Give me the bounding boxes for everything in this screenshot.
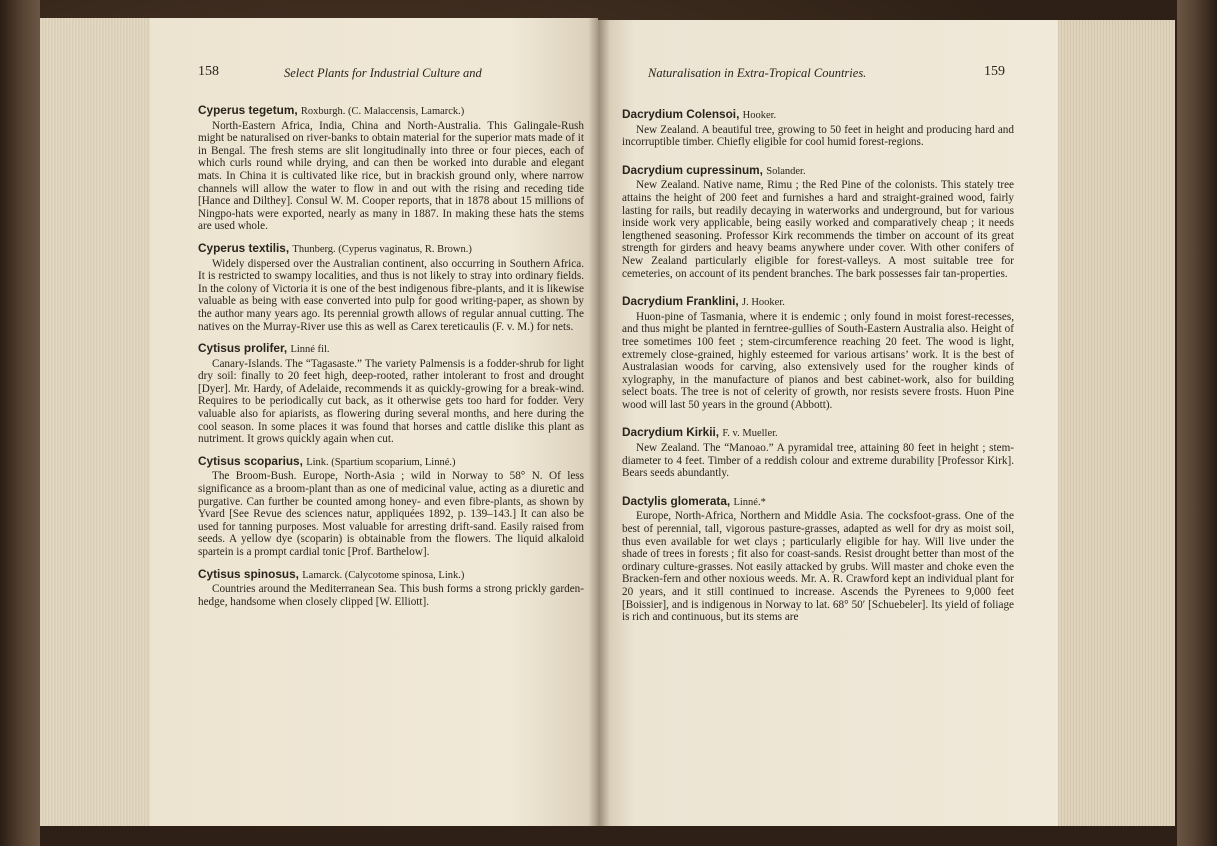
book-cover-right [1177, 0, 1217, 846]
entry-text: Huon-pine of Tasmania, where it is endemic ; only found in moist forest-recesses, and thus might be planted in ferntree-gullies of South-Eastern Australia also. Height of tree sometimes 100 feet ; stem-circumference reaching 20 feet. The wood is light, extremely close-grained, highly esteemed for various artisans’ work. It is the best of Australasian woods for carving, also extensively used for the rougher kinds of xylography, in the manufacture of pianos and best cabinet-work, also for building select boats. The tree is not of celerity of growth, nor resists severe frosts. Huon Pine wood will last 50 years in the ground (Abbott). [622, 310, 1014, 411]
entry [198, 242, 584, 333]
book-gutter [588, 18, 610, 826]
entry-authority: Thunberg. (Cyperus vaginatus, R. Brown.) [292, 243, 472, 255]
entry-authority: Roxburgh. (C. Malaccensis, Lamarck.) [300, 106, 465, 117]
entry-headword: Cytisus prolifer, [198, 341, 288, 356]
entry-authority: Linné fil. [290, 344, 330, 356]
entry-headword: Dacrydium Franklini, [622, 294, 739, 309]
entry-headword: Cytisus spinosus, [198, 566, 299, 581]
entry-authority: Link. (Spartium scoparium, Linné.) [306, 456, 456, 468]
entry-text: Countries around the Mediterranean Sea. This bush forms a strong prickly garden-hedge, handsome when closely clipped [W. Elliott]. [198, 583, 584, 608]
entry-headword: Dacrydium cupressinum, [622, 162, 763, 177]
entry-headword: Cytisus scoparius, [198, 453, 303, 468]
entry [198, 342, 584, 446]
left-page-text [198, 104, 584, 617]
entry [198, 455, 584, 559]
entry [622, 108, 1014, 149]
entry-headword: Cyperus tegetum, [198, 103, 298, 117]
entry-authority: Solander. [766, 165, 806, 177]
entry-authority: Lamarck. (Calycotome spinosa, Link.) [302, 569, 465, 581]
entry [198, 568, 584, 609]
entry-text: Europe, North-Africa, Northern and Middle Asia. The cocksfoot-grass. One of the best of perennial, tall, vigorous pasture-grasses, adapted as well for dry as moist soil, thus even available for wet clays ; particularly eligible for hay. Will live under the shade of trees in forests ; fit also for coast-sands. Resist drought better than most of the ordinary culture-grasses. Not easily attacked by grubs. Will master and choke even the Bracken-fern and other noxious weeds. Mr. A. R. Crawford kept an individual plant for 20 years, and it still continued to increase. Ascends the Pyrenees to 9,000 feet [Boissier], and is indigenous in Norway to lat. 68° 50′ [Schuebeler]. Its yield of foliage is rich and continuous, but its stems are [622, 510, 1014, 624]
entry [622, 495, 1014, 624]
right-page-text [622, 108, 1014, 639]
book-cover-left [0, 0, 40, 846]
left-page-number: 158 [198, 64, 219, 79]
entry-text: The Broom-Bush. Europe, North-Asia ; wild in Norway to 58° N. Of less significance as a broom-plant than as one of medicinal value, acting as a diuretic and purgative. Can further be counted among honey- and even fibre-plants, as shown by Yvard [See Revue des sciences natur, appliquées 1892, p. 139–143.] It can also be used for tanning purposes. Most valuable for arresting drift-sand. Easily raised from seeds. A yellow dye (scoparin) is obtainable from the flowers. The liquid alkaloid spartein is a prompt cardial tonic [Prof. Barthelow]. [198, 470, 584, 558]
entry-authority: Linné.* [733, 496, 766, 508]
entry-authority: F. v. Mueller. [722, 428, 778, 440]
entry [622, 426, 1014, 479]
entry-headword: Dacrydium Kirkii, [622, 425, 720, 440]
right-page-number: 159 [984, 64, 1005, 79]
left-running-head: Select Plants for Industrial Culture and [284, 66, 482, 80]
page-stack-left [40, 18, 150, 826]
entry [198, 104, 584, 233]
entry-text: Canary-Islands. The “Tagasaste.” The variety Palmensis is a fodder-shrub for light dry soil: finally to 20 feet high, deep-rooted, rather intolerant to frost and drought [Dyer]. Mr. Hardy, of Adelaide, recommends it as quickly-growing for a break-wind. Requires to be periodically cut back, as it otherwise gets too hard for fodder. Very valuable also for apiarists, as flowering during several months, and here during the cool season. In some places it was found that horses and cattle dislike this plant as nutriment. It grows quickly again when cut. [198, 357, 584, 446]
right-running-head: Naturalisation in Extra-Tropical Countries. [648, 66, 867, 80]
entry-text: North-Eastern Africa, India, China and North-Australia. This Galingale-Rush might be naturalised on river-banks to obtain material for the superior mats made of it in Bengal. The fresh stems are slit longitudinally into three or four pieces, each of which curls round while drying, and can then be worked into durable and elegant mats. In China it is cultivated like rice, but in brackish ground only, where narrow channels will allow the water to flow in and out with the rising and receding tide [Hance and Dilthey]. Consul W. M. Cooper reports, that in 1878 about 15 millions of Ningpo-hats were exported, nearly as many in 1887. In making these hats the stems are used whole. [198, 119, 584, 233]
entry-authority: Hooker. [742, 110, 777, 121]
entry-authority: J. Hooker. [741, 297, 785, 309]
entry [622, 295, 1014, 411]
entry [622, 164, 1014, 280]
entry-headword: Dacrydium Colensoi, [622, 107, 740, 121]
entry-text: New Zealand. The “Manoao.” A pyramidal tree, attaining 80 feet in height ; stem-diameter to 4 feet. Timber of a reddish colour and extreme durability [Professor Kirk]. Bears seeds abundantly. [622, 442, 1014, 480]
entry-text: New Zealand. A beautiful tree, growing to 50 feet in height and producing hard and incorruptible timber. Chiefly eligible for cool humid forest-regions. [622, 123, 1014, 149]
entry-headword: Cyperus textilis, [198, 240, 290, 255]
entry-text: Widely dispersed over the Australian continent, also occurring in Southern Africa. It is restricted to swampy localities, and thus is not likely to stray into ordinary fields. In the colony of Victoria it is one of the best indigenous fibre-plants, and it is likewise valuable as being with ease converted into pulp for good writing-paper, as shown by the author many years ago. Its perennial growth allows of regular annual cutting. The natives on the Murray-River use this as well as Carex tereticaulis (F. v. M.) for nets. [198, 257, 584, 333]
entry-headword: Dactylis glomerata, [622, 493, 731, 508]
entry-text: New Zealand. Native name, Rimu ; the Red Pine of the colonists. This stately tree attains the height of 200 feet and furnishes a hard and straight-grained wood, fairly lasting for rails, but readily decaying in waterworks and underground, but for various inside work very applicable, being easily worked and comparatively cheap ; it needs lengthened seasoning. Professor Kirk recommends the timber on account of its great strength for girders and heavy beams anywhere under cover. With other conifers of New Zealand particularly eligible for forest-valleys. A most suitable tree for cemeteries, on account of its pendent branches. The bark possesses fair tan-properties. [622, 179, 1014, 280]
page-stack-right [1055, 20, 1175, 826]
